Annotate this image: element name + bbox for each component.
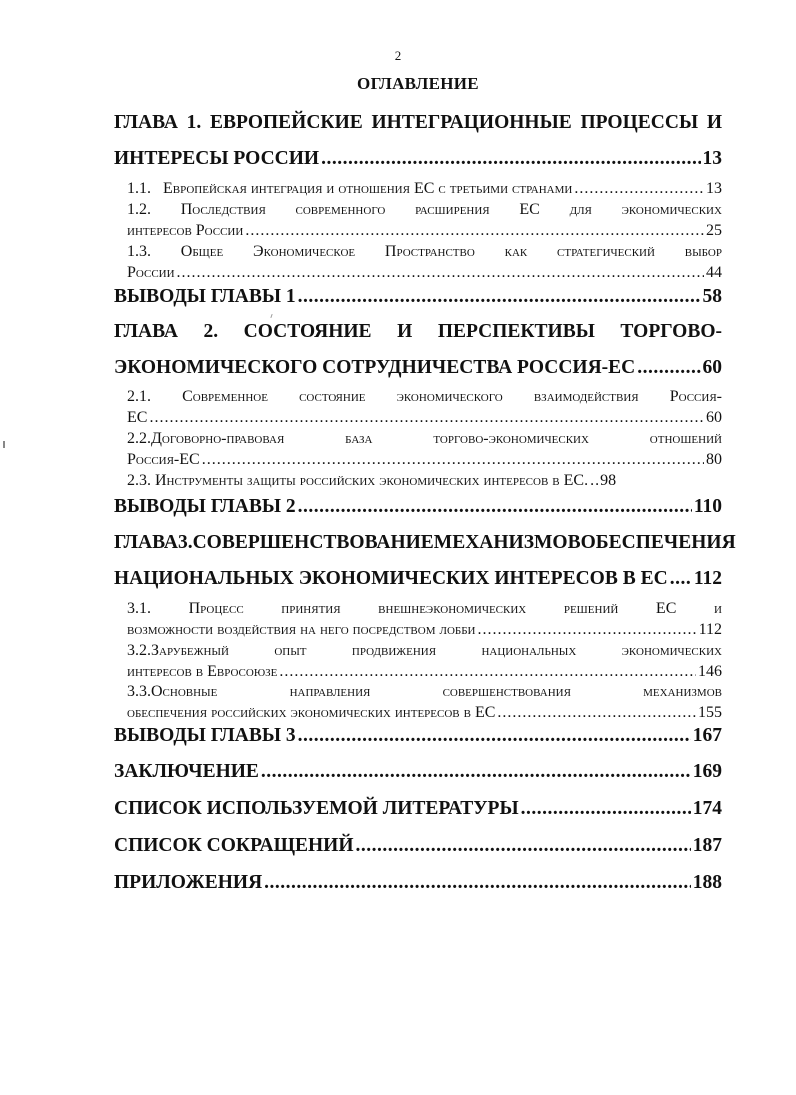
section-line-1 <box>127 386 722 407</box>
dot-leader <box>177 262 704 283</box>
word: расширения <box>415 201 490 218</box>
page-ref: 187 <box>692 835 722 856</box>
page-ref: 155 <box>698 704 722 721</box>
toc-section-2-1[interactable] <box>127 386 722 428</box>
section-title: Европейская интеграция и отношения ЕС с третьими странами <box>163 180 573 197</box>
word: ГЛАВА <box>114 112 178 133</box>
word: ГЛАВА <box>114 321 178 342</box>
word: экономических <box>621 201 722 218</box>
word: СОСТОЯНИЕ <box>243 321 372 342</box>
word: Договорно-правовая <box>151 430 285 447</box>
page-ref: 112 <box>698 621 722 638</box>
section-title: России <box>127 264 175 281</box>
page-ref: 110 <box>693 496 722 517</box>
section-line-2 <box>127 449 722 470</box>
word: ПЕРСПЕКТИВЫ <box>437 321 595 342</box>
word: Россия- <box>669 388 722 405</box>
toc-section-3-3[interactable] <box>127 681 722 723</box>
word: 3. <box>177 532 193 553</box>
dot-leader <box>637 352 700 384</box>
word: Последствия <box>180 201 266 218</box>
word: 1. <box>186 112 202 133</box>
section-number: 3.1. <box>127 600 151 617</box>
section-number: 2.3. <box>127 472 151 489</box>
word: 2. <box>203 321 219 342</box>
toc-section-1-3[interactable] <box>127 241 722 283</box>
entry-title: ВЫВОДЫ ГЛАВЫ 3 <box>114 725 296 746</box>
entry-line <box>114 720 722 752</box>
dot-leader <box>279 661 696 682</box>
toc-chapter-2-conclusions[interactable] <box>114 491 722 523</box>
word: СОВЕРШЕНСТВОВАНИЕ <box>192 532 434 553</box>
word: И <box>397 321 413 342</box>
toc-chapter-3[interactable] <box>114 527 736 595</box>
scan-artifact-mark <box>3 441 5 448</box>
word: экономических <box>621 642 722 659</box>
dot-leader <box>321 143 700 175</box>
word: экономического <box>396 388 503 405</box>
entry-line <box>114 281 722 313</box>
entry-line <box>114 491 722 523</box>
word: как <box>504 243 528 260</box>
toc-references[interactable] <box>114 793 722 825</box>
section-line-1 <box>127 681 722 702</box>
chapter-title-line-1 <box>114 527 736 559</box>
dot-leader <box>245 220 704 241</box>
entry-title: СПИСОК СОКРАЩЕНИЙ <box>114 835 354 856</box>
page-ref: 60 <box>706 409 722 426</box>
word: выбор <box>684 243 722 260</box>
word: И <box>706 112 722 133</box>
word: ГЛАВА <box>114 532 178 553</box>
dot-leader <box>477 619 696 640</box>
section-line-2 <box>127 661 722 682</box>
dot-leader <box>298 491 692 523</box>
page-ref: 112 <box>693 568 722 589</box>
entry-title: СПИСОК ИСПОЛЬЗУЕМОЙ ЛИТЕРАТУРЫ <box>114 798 519 819</box>
dot-leader <box>261 756 691 788</box>
section-line <box>127 178 722 199</box>
word: Основные <box>151 683 218 700</box>
entry-title: ВЫВОДЫ ГЛАВЫ 2 <box>114 496 296 517</box>
section-line-1 <box>127 598 722 619</box>
word: для <box>569 201 592 218</box>
word: Современное <box>182 388 268 405</box>
section-number: 2.2. <box>127 430 151 447</box>
toc-chapter-1[interactable] <box>114 107 722 175</box>
chapter-title-line-2 <box>114 352 722 384</box>
word: ИНТЕГРАЦИОННЫЕ <box>371 112 572 133</box>
section-line-2 <box>127 262 722 283</box>
chapter-title-line-2 <box>114 143 722 175</box>
word: ЕС <box>519 201 540 218</box>
word: ТОРГОВО- <box>620 321 722 342</box>
section-title: обеспечения российских экономических интересов в ЕС <box>127 704 496 721</box>
chapter-title-text: ИНТЕРЕСЫ РОССИИ <box>114 148 320 169</box>
toc-section-2-3[interactable] <box>127 470 722 491</box>
word: ЕВРОПЕЙСКИЕ <box>210 112 363 133</box>
dot-leader <box>298 720 691 752</box>
chapter-title-line-2 <box>114 563 722 595</box>
toc-conclusion[interactable] <box>114 756 722 788</box>
word: опыт <box>274 642 307 659</box>
entry-title: ЗАКЛЮЧЕНИЕ <box>114 761 259 782</box>
page-ref: 58 <box>702 286 722 307</box>
word: взаимодействия <box>533 388 639 405</box>
word: Общее <box>180 243 224 260</box>
page-ref: 44 <box>706 264 722 281</box>
section-title: интересов в Евросоюзе <box>127 663 278 680</box>
entry-line <box>114 830 722 862</box>
word: решений <box>563 600 619 617</box>
toc-section-1-2[interactable] <box>127 199 722 241</box>
toc-title: ОГЛАВЛЕНИЕ <box>357 74 479 93</box>
chapter-title-line-1 <box>114 316 722 348</box>
toc-section-3-1[interactable] <box>127 598 722 640</box>
page-number: 2 <box>394 48 402 63</box>
word: Пространство <box>384 243 475 260</box>
dot-leader <box>521 793 691 825</box>
word: ПРОЦЕССЫ <box>580 112 699 133</box>
entry-title: ВЫВОДЫ ГЛАВЫ 1 <box>114 286 296 307</box>
word: национальных <box>481 642 577 659</box>
dot-leader <box>202 449 704 470</box>
section-title: возможности воздействия на него посредством лобби <box>127 621 476 638</box>
section-number: 3.3. <box>127 683 151 700</box>
chapter-title-line-1 <box>114 107 722 139</box>
dot-leader <box>670 563 692 595</box>
page-ref: 13 <box>706 180 722 197</box>
section-line-2 <box>127 220 722 241</box>
word: стратегический <box>557 243 655 260</box>
word: продвижения <box>351 642 437 659</box>
page-ref: 25 <box>706 222 722 239</box>
word: торгово-экономических <box>433 430 589 447</box>
word: современного <box>295 201 386 218</box>
toc-abbreviations[interactable] <box>114 830 722 862</box>
dot-leader <box>264 867 691 899</box>
section-number: 3.2. <box>127 642 151 659</box>
word: Зарубежный <box>151 642 229 659</box>
toc-chapter-2[interactable] <box>114 316 722 384</box>
section-title: Россия-ЕС <box>127 451 200 468</box>
word: отношений <box>649 430 722 447</box>
entry-line <box>114 867 722 899</box>
toc-section-1-1[interactable] <box>127 178 722 199</box>
page-ref: 80 <box>706 451 722 468</box>
word: Экономическое <box>253 243 356 260</box>
dot-leader <box>149 407 704 428</box>
page-ref: 98 <box>600 472 617 489</box>
page-ref: 60 <box>702 357 722 378</box>
dot-leader <box>590 470 598 491</box>
word: механизмов <box>643 683 722 700</box>
word: МЕХАНИЗМОВ <box>433 532 581 553</box>
page-ref: 146 <box>698 663 722 680</box>
section-line-1 <box>127 199 722 220</box>
section-line-2 <box>127 619 722 640</box>
word: состояние <box>299 388 366 405</box>
dot-leader <box>356 830 691 862</box>
chapter-title-text: НАЦИОНАЛЬНЫХ ЭКОНОМИЧЕСКИХ ИНТЕРЕСОВ В ЕС <box>114 568 668 589</box>
section-line-1 <box>127 640 722 661</box>
entry-title: ПРИЛОЖЕНИЯ <box>114 872 263 893</box>
word: ОБЕСПЕЧЕНИЯ <box>580 532 736 553</box>
toc-chapter-3-conclusions[interactable] <box>114 720 722 752</box>
page-ref: 13 <box>702 148 722 169</box>
toc-section-3-2[interactable] <box>127 640 722 682</box>
section-title: Инструменты защиты российских экономических интересов в ЕС. <box>155 472 589 489</box>
section-line-2 <box>127 407 722 428</box>
page-ref: 188 <box>692 872 722 893</box>
section-line-1 <box>127 428 722 449</box>
section-line <box>127 470 722 491</box>
section-line-1 <box>127 241 722 262</box>
word: внешнеэкономических <box>378 600 527 617</box>
word: направления <box>289 683 371 700</box>
entry-line <box>114 756 722 788</box>
page-ref: 169 <box>692 761 722 782</box>
section-title: ЕС <box>127 409 148 426</box>
entry-line <box>114 793 722 825</box>
dot-leader <box>574 178 704 199</box>
word: совершенствования <box>442 683 571 700</box>
chapter-title-text: ЭКОНОМИЧЕСКОГО СОТРУДНИЧЕСТВА РОССИЯ-ЕС <box>114 357 636 378</box>
toc-appendices[interactable] <box>114 867 722 899</box>
word: база <box>345 430 373 447</box>
section-number: 1.2. <box>127 201 151 218</box>
toc-section-2-2[interactable] <box>127 428 722 470</box>
page-ref: 167 <box>692 725 722 746</box>
word: ЕС <box>655 600 677 617</box>
word: принятия <box>281 600 341 617</box>
section-number: 2.1. <box>127 388 151 405</box>
toc-chapter-1-conclusions[interactable] <box>114 281 722 313</box>
word: Процесс <box>188 600 244 617</box>
dot-leader <box>298 281 701 313</box>
section-title: интересов России <box>127 222 244 239</box>
page-ref: 174 <box>692 798 722 819</box>
word: и <box>713 600 722 617</box>
section-number: 1.1. <box>127 180 151 197</box>
section-number: 1.3. <box>127 243 151 260</box>
